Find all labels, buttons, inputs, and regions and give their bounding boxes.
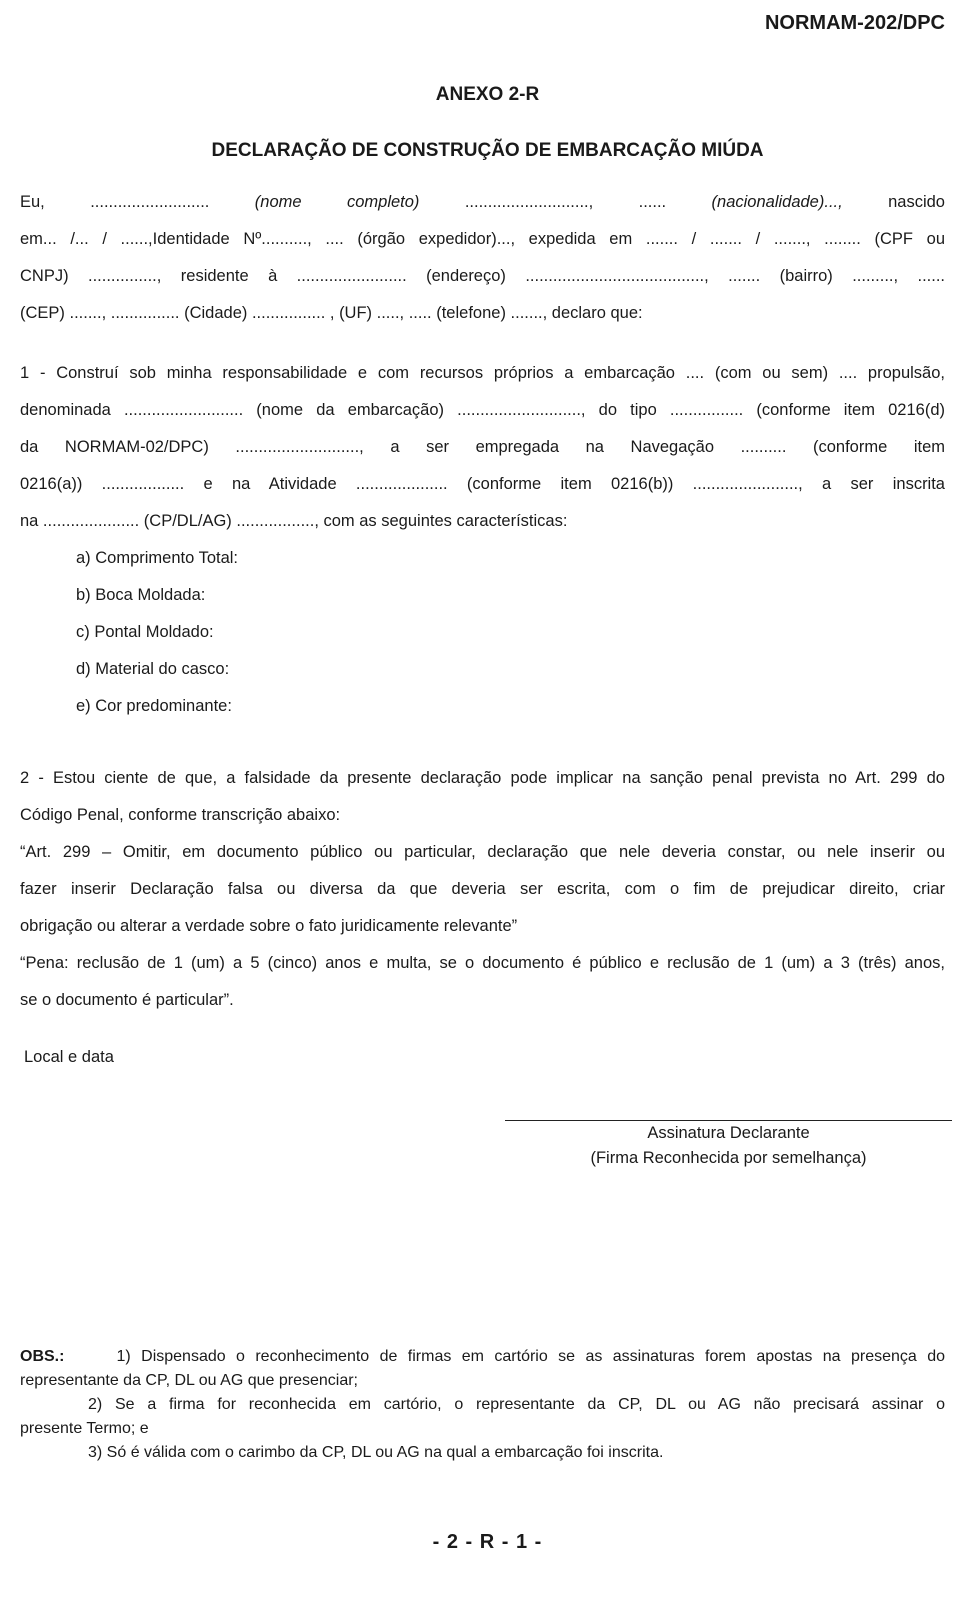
observations [20, 1345, 945, 1465]
blank-field: .......................... [90, 193, 210, 211]
obs-line [20, 1345, 945, 1369]
intro-line-2: em... /... / ......,Identidade Nº.........., .... (órgão expedidor)..., expedida em ....... / ....... / ......., ........ (CPF ou [20, 230, 945, 248]
list-item: c) Pontal Moldado: [76, 623, 214, 641]
intro-line-3: CNPJ) ..............., residente à ........................ (endereço) ......................................., ....... (bairro) ........., ...... [20, 267, 945, 285]
field-hint: (nacionalidade)..., [711, 193, 843, 211]
blank-field: ...... [638, 193, 667, 211]
section2-line: 2 - Estou ciente de que, a falsidade da presente declaração pode implicar na sanção penal prevista no Art. 299 do [20, 769, 945, 787]
blank-field: ..........................., [464, 193, 594, 211]
signature-label: Assinatura Declarante [647, 1124, 810, 1142]
obs-label: OBS.: [20, 1348, 65, 1365]
obs-line: 3) Só é válida com o carimbo da CP, DL ou AG na qual a embarcação foi inscrita. [88, 1444, 664, 1461]
list-item: e) Cor predominante: [76, 697, 232, 715]
intro-line-4: (CEP) ......., ............... (Cidade) ................ , (UF) ....., ..... (telefone) ......., declaro que: [20, 304, 643, 322]
signature-line [505, 1120, 952, 1121]
text-segment: Eu, [20, 193, 45, 211]
section2-line: “Pena: reclusão de 1 (um) a 5 (cinco) anos e multa, se o documento é público e reclusão de 1 (um) a 3 (três) anos, [20, 954, 945, 972]
field-hint: (nome [254, 193, 302, 211]
characteristics-list [76, 540, 238, 725]
section2-line: obrigação ou alterar a verdade sobre o fato juridicamente relevante” [20, 917, 518, 935]
section1-line: 0216(a)) .................. e na Atividade .................... (conforme item 0216(b)) ......................., a ser inscrita [20, 475, 945, 493]
section1-line: na ..................... (CP/DL/AG) ................., com as seguintes características: [20, 512, 568, 530]
obs-line: presente Termo; e [20, 1420, 149, 1437]
obs-text: 1) Dispensado o reconhecimento de firmas em cartório se as assinaturas forem apostas na presença do [116, 1348, 945, 1365]
local-date-label: Local e data [24, 1048, 114, 1066]
signature-note: (Firma Reconhecida por semelhança) [590, 1149, 867, 1167]
section2-line: Código Penal, conforme transcrição abaixo: [20, 806, 341, 824]
text-segment: nascido [888, 193, 945, 211]
intro-line-1 [20, 184, 945, 221]
section1-line: 1 - Construí sob minha responsabilidade e com recursos próprios a embarcação .... (com ou sem) .... propulsão, [20, 364, 945, 382]
section2-line: fazer inserir Declaração falsa ou diversa da que deveria ser escrita, com o fim de prejudicar direito, criar [20, 880, 945, 898]
section2-line: “Art. 299 – Omitir, em documento público ou particular, declaração que nele deveria constar, ou nele inserir ou [20, 843, 945, 861]
field-hint: completo) [346, 193, 420, 211]
section2-line: se o documento é particular”. [20, 991, 234, 1009]
page-title: DECLARAÇÃO DE CONSTRUÇÃO DE EMBARCAÇÃO MIÚDA [211, 140, 764, 161]
list-item: b) Boca Moldada: [76, 586, 206, 604]
section1-line: da NORMAM-02/DPC) ..........................., a ser empregada na Navegação .......... (conforme item [20, 438, 945, 456]
obs-line: representante da CP, DL ou AG que presenciar; [20, 1372, 358, 1389]
section1-line: denominada .......................... (nome da embarcação) ..........................., do tipo ................ (conforme item 0216(d) [20, 401, 945, 419]
annex-title: ANEXO 2-R [435, 84, 540, 105]
page-number: - 2 - R - 1 - [432, 1531, 543, 1553]
section-1 [20, 355, 945, 540]
list-item: a) Comprimento Total: [76, 549, 239, 567]
intro-paragraph [20, 184, 945, 332]
list-item: d) Material do casco: [76, 660, 230, 678]
section-2 [20, 760, 945, 1019]
obs-line: 2) Se a firma for reconhecida em cartório, o representante da CP, DL ou AG não precisará assinar o [88, 1396, 945, 1413]
document-code: NORMAM-202/DPC [764, 12, 945, 34]
